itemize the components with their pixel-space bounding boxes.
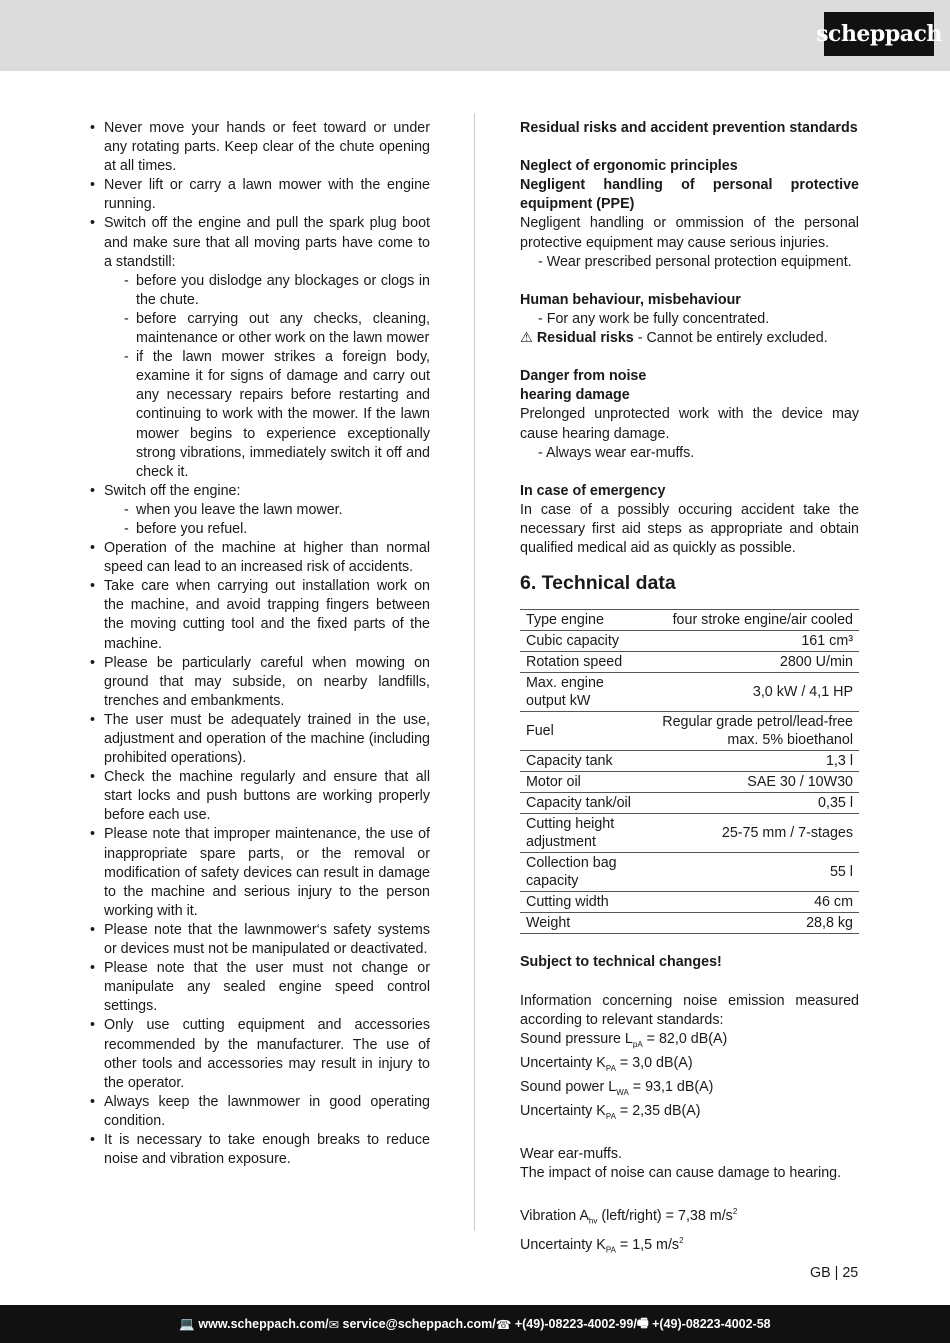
list-item: • Always keep the lawnmower in good operating condition. (90, 1093, 430, 1131)
uncertainty-2: Uncertainty $K_{PA} = 2,35$ dB(A) (520, 1102, 701, 1121)
spec-value: 28,8 kg (649, 913, 859, 934)
spec-value: 2800 U/min (649, 652, 859, 673)
spec-label: Cubic capacity (520, 631, 649, 652)
spec-value: 46 cm (649, 892, 859, 913)
table-row (520, 853, 859, 892)
noise-info: Information concerning noise emission measured according to relevant standards: (520, 992, 859, 1028)
table-row (520, 631, 859, 652)
noise-item: - Always wear ear-muffs. (538, 444, 695, 461)
emergency-text: In case of a possibly occuring accident take the necessary first aid steps as appropriate and obtain qualified medical aid as quickly as possible. (520, 501, 859, 557)
list-item: • Check the machine regularly and ensure that all start locks and push buttons are working properly before each use. (90, 768, 430, 825)
spec-value: 1,3 l (649, 751, 859, 772)
noise-title-2: hearing damage (520, 387, 630, 404)
spec-value: four stroke engine/air cooled (649, 610, 859, 631)
table-row (520, 913, 859, 934)
table-row (520, 892, 859, 913)
table-row (520, 793, 859, 814)
technical-data-title: 6. Technical data (520, 572, 676, 595)
spec-value: 0,35 l (649, 793, 859, 814)
footer-email[interactable]: service@scheppach.com (342, 1317, 493, 1331)
table-row (520, 772, 859, 793)
sound-pressure: Sound pressure $L_{pA} = 82,0$ dB(A) (520, 1030, 728, 1049)
spec-label: Motor oil (520, 772, 649, 793)
sub-list-item: - before you refuel. (122, 520, 430, 539)
ergo-item: - Wear prescribed personal protection equipment. (538, 253, 852, 270)
technical-changes-note: Subject to technical changes! (520, 954, 722, 971)
spec-value: 55 l (649, 853, 859, 892)
list-item: • Please note that improper maintenance, the use of inappropriate spare parts, or the removal or modification of safety devices can result in damage to the machine and serious injury to the person working with it. (90, 825, 430, 920)
noise-impact-note: The impact of noise can cause damage to hearing. (520, 1164, 842, 1181)
spec-value: Regular grade petrol/lead-free max. 5% bioethanol (649, 712, 859, 751)
ergo-title-1: Neglect of ergonomic principles (520, 158, 738, 175)
table-row (520, 751, 859, 772)
technical-data-table (520, 609, 859, 934)
residual-risk-text: - Cannot be entirely excluded. (633, 330, 828, 347)
table-row (520, 712, 859, 751)
header-bar (0, 0, 950, 71)
sub-list-item: - when you leave the lawn mower. (122, 501, 430, 520)
list-item: • Switch off the engine and pull the spark plug boot and make sure that all moving parts have come to a standstill: - before you dislodge any blockages or clogs in the chute. - before carrying out any checks, cleaning, maintenance or other work on the lawn mower - if the lawn mower strikes a foreign body, examine it for signs of damage and carry out any necessary repairs before restarting and continuing to work with the mower. If the lawn mower begins to experience exceptionally strong vibrations, immediately switch it off and check it. (90, 214, 430, 481)
spec-label: Collection bag capacity (520, 853, 649, 892)
table-row (520, 610, 859, 631)
left-column (90, 119, 430, 1169)
spec-label: Rotation speed (520, 652, 649, 673)
sub-list-item: - before carrying out any checks, cleaning, maintenance or other work on the lawn mower (122, 310, 430, 348)
brand-logo: scheppach (824, 12, 934, 56)
list-item: • Please be particularly careful when mowing on ground that may subside, on nearby landfills, trenches and embankments. (90, 654, 430, 711)
noise-text: Prelonged unprotected work with the device may cause hearing damage. (520, 406, 859, 442)
computer-icon: 💻 (179, 1316, 195, 1331)
right-column (520, 119, 859, 1259)
footer-website[interactable]: www.scheppach.com (198, 1317, 326, 1331)
table-row (520, 673, 859, 712)
sub-list-item: - before you dislodge any blockages or clogs in the chute. (122, 272, 430, 310)
uncertainty-3: Uncertainty $K_{PA} = 1,5$ $m/s^2$ (520, 1235, 684, 1255)
ergo-title-2: Negligent handling of personal protective equipment (PPE) (520, 177, 859, 213)
list-item: • It is necessary to take enough breaks to reduce noise and vibration exposure. (90, 1131, 430, 1169)
spec-label: Capacity tank/oil (520, 793, 649, 814)
phone-icon: ☎ (495, 1317, 512, 1332)
list-item: • Never move your hands or feet toward or under any rotating parts. Keep clear of the chute opening at all times. (90, 119, 430, 176)
list-item: • Please note that the user must not change or manipulate any sealed engine speed control settings. (90, 959, 430, 1016)
sub-list-item: - if the lawn mower strikes a foreign body, examine it for signs of damage and carry out any necessary repairs before restarting and continuing to work with the mower. If the lawn mower begins to experience exceptionally strong vibrations, immediately switch it off and check it. (122, 348, 430, 482)
residual-title: Residual risks and accident prevention standards (520, 120, 858, 136)
spec-label: Cutting width (520, 892, 649, 913)
spec-label: Capacity tank (520, 751, 649, 772)
sound-power: Sound power $L_{WA} = 93,1$ dB(A) (520, 1078, 714, 1097)
footer-phone: +(49)-08223-4002-99 (514, 1317, 634, 1331)
fax-icon: 🖷 (636, 1315, 649, 1330)
list-item: • Switch off the engine: - when you leave the lawn mower. - before you refuel. (90, 482, 430, 539)
list-item: • Only use cutting equipment and accessories recommended by the manufacturer. The use of other tools and accessories may result in injury to the operator. (90, 1016, 430, 1092)
list-item: • Please note that the lawnmower‘s safety systems or devices must not be manipulated or deactivated. (90, 921, 430, 959)
vibration: Vibration $A_{hv}$ (left/right) = 7,38 $m/s^2$ (520, 1206, 738, 1226)
table-row (520, 814, 859, 853)
list-item: • Take care when carrying out installation work on the machine, and avoid trapping fingers between the moving cutting tool and the fixed parts of the machine. (90, 577, 430, 653)
footer-fax: +(49)-08223-4002-58 (652, 1317, 771, 1331)
earmuffs-note: Wear ear-muffs. (520, 1145, 622, 1162)
table-row (520, 652, 859, 673)
page-number: GB | 25 (810, 1265, 859, 1281)
list-item: • Never lift or carry a lawn mower with the engine running. (90, 176, 430, 214)
noise-title-1: Danger from noise (520, 368, 647, 385)
spec-value: 3,0 kW / 4,1 HP (649, 673, 859, 712)
safety-list (90, 119, 430, 1169)
list-item: • The user must be adequately trained in the use, adjustment and operation of the machine (including prohibited operations). (90, 711, 430, 768)
spec-label: Type engine (520, 610, 649, 631)
spec-label: Weight (520, 913, 649, 934)
human-title: Human behaviour, misbehaviour (520, 291, 741, 308)
residual-risk-line (520, 329, 859, 348)
spec-value: 161 cm³ (649, 631, 859, 652)
spec-label: Max. engine output kW (520, 673, 649, 712)
residual-risk-label: Residual risks (536, 330, 634, 347)
column-divider (474, 113, 475, 1231)
warning-icon: ⚠ (520, 330, 533, 347)
spec-label: Cutting height adjustment (520, 814, 649, 853)
spec-value: SAE 30 / 10W30 (649, 772, 859, 793)
mail-icon: ✉ (328, 1317, 340, 1332)
emergency-title: In case of emergency (520, 482, 666, 499)
uncertainty-1: Uncertainty $K_{PA} = 3,0$ dB(A) (520, 1054, 693, 1073)
spec-value: 25-75 mm / 7-stages (649, 814, 859, 853)
footer-bar: 💻 www.scheppach.com / ✉ service@scheppach.com / ☎ +(49)-08223-4002-99 / 🖷 +(49)-08223-4002-58 (0, 1305, 950, 1343)
human-item: - For any work be fully concentrated. (538, 310, 770, 327)
list-item: • Operation of the machine at higher than normal speed can lead to an increased risk of accidents. (90, 539, 430, 577)
spec-label: Fuel (520, 712, 649, 751)
ergo-text: Negligent handling or ommission of the personal protective equipment may cause serious injuries. (520, 215, 859, 251)
